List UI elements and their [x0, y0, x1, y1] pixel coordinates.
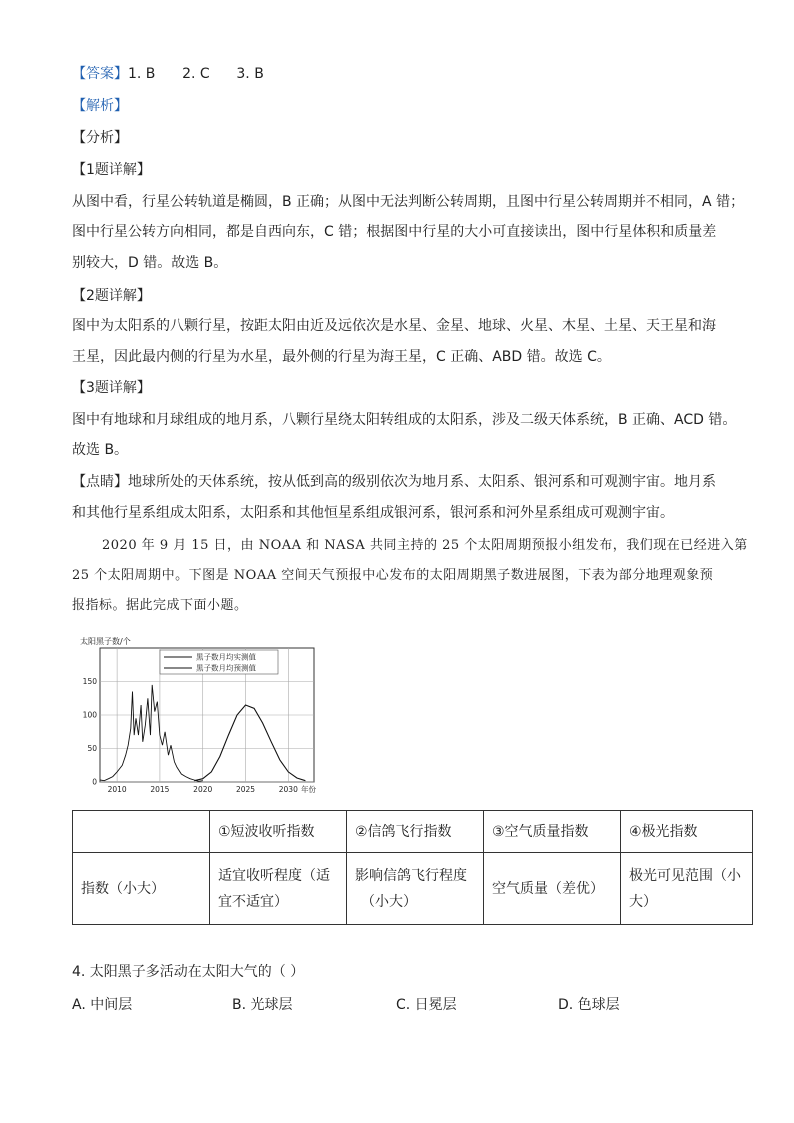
answer-text: 1. B 2. C 3. B — [128, 66, 264, 82]
q3-line-1: 图中有地球和月球组成的地月系，八颗行星绕太阳转组成的太阳系，涉及二级天体系统，B 正确、ACD 错。 — [72, 412, 737, 428]
q4-stem: 4. 太阳黑子多活动在太阳大气的（ ） — [72, 964, 305, 980]
x-tick-label: 2015 — [150, 785, 170, 794]
table-cell — [347, 853, 484, 925]
table-cell — [210, 853, 347, 925]
x-tick-label: 2020 — [193, 785, 213, 794]
y-axis-label: 太阳黑子数/个 — [80, 637, 131, 646]
table-cell-line: （小大） — [361, 893, 417, 910]
legend-label: 黑子数月均预测值 — [196, 663, 256, 673]
q1-line-3: 别较大，D 错。故选 B。 — [72, 255, 228, 271]
q3-line-2: 故选 B。 — [72, 442, 129, 458]
table-cell-line: 适宜收听程度（适 — [218, 867, 330, 884]
x-axis-label: 年份 — [301, 785, 316, 794]
stem-line-2: 25 个太阳周期中。下图是 NOAA 空间天气预报中心发布的太阳周期黑子数进展图，下表为部分地理观象预 — [72, 568, 714, 583]
q3-tag: 【3题详解】 — [72, 380, 151, 396]
y-tick-label: 50 — [87, 744, 97, 753]
sunspot-chart — [78, 634, 328, 798]
table-header-cell: ③空气质量指数 — [484, 811, 621, 853]
dianjing-line-2: 和其他行星系组成太阳系，太阳系和其他恒星系组成银河系，银河系和河外星系组成可观测宇宙。 — [72, 505, 674, 521]
index-table — [72, 810, 753, 925]
analysis-tag: 【解析】 — [72, 98, 128, 114]
table-header-row — [73, 811, 753, 853]
table-cell — [621, 853, 753, 925]
legend-label: 黑子数月均实测值 — [196, 652, 256, 662]
table-row — [73, 853, 753, 925]
table-header-cell: ①短波收听指数 — [210, 811, 347, 853]
fenxi-tag: 【分析】 — [72, 130, 128, 146]
table-cell-line: 极光可见范围（小 — [629, 867, 741, 884]
dianjing-text-1: 地球所处的天体系统，按从低到高的级别依次为地月系、太阳系、银河系和可观测宇宙。地月系 — [128, 474, 716, 490]
x-tick-label: 2025 — [235, 785, 256, 794]
table-cell-line: 宜不适宜） — [218, 893, 288, 910]
table-header-cell: ②信鸽飞行指数 — [347, 811, 484, 853]
answer-tag: 【答案】 — [72, 66, 128, 82]
y-tick-label: 0 — [92, 777, 97, 787]
table-header-cell: ④极光指数 — [621, 811, 753, 853]
q2-tag: 【2题详解】 — [72, 288, 151, 304]
q1-line-2: 图中行星公转方向相同，都是自西向东，C 错；根据图中行星的大小可直接读出，图中行星体积和质量差 — [72, 224, 717, 240]
q2-line-2: 王星，因此最内侧的行星为水星，最外侧的行星为海王星，C 正确、ABD 错。故选 C。 — [72, 349, 611, 365]
table-row-label: 指数（小大） — [73, 853, 210, 925]
stem-line-3: 报指标。据此完成下面小题。 — [72, 598, 248, 613]
x-tick-label: 2030 — [278, 785, 298, 794]
q1-line-1: 从图中看，行星公转轨道是椭圆，B 正确；从图中无法判断公转周期，且图中行星公转周期并不相同，A 错； — [72, 194, 745, 210]
q4-option-a[interactable]: A. 中间层 — [72, 997, 133, 1013]
y-tick-label: 150 — [82, 677, 97, 686]
dianjing-tag: 【点睛】 — [72, 474, 128, 490]
table-cell-line: 大） — [629, 893, 657, 910]
q4-option-c[interactable]: C. 日冕层 — [396, 997, 457, 1013]
stem-line-1: 2020 年 9 月 15 日，由 NOAA 和 NASA 共同主持的 25 个太阳周期预报小组发布，我们现在已经进入第 — [102, 538, 748, 553]
table-cell-line: 空气质量（差优） — [492, 880, 604, 897]
y-tick-label: 100 — [82, 710, 97, 720]
table-cell-line: 影响信鸽飞行程度 — [355, 867, 467, 884]
q2-line-1: 图中为太阳系的八颗行星，按距太阳由近及远依次是水星、金星、地球、火星、木星、土星、天王星和海 — [72, 318, 716, 334]
table-cell — [484, 853, 621, 925]
table-header-cell — [73, 811, 210, 853]
x-tick-label: 2010 — [107, 785, 127, 794]
q4-option-b[interactable]: B. 光球层 — [232, 997, 293, 1013]
dianjing-line-1 — [72, 472, 716, 492]
q4-option-d[interactable]: D. 色球层 — [558, 997, 620, 1013]
answer-line — [72, 64, 264, 84]
q1-tag: 【1题详解】 — [72, 162, 151, 178]
